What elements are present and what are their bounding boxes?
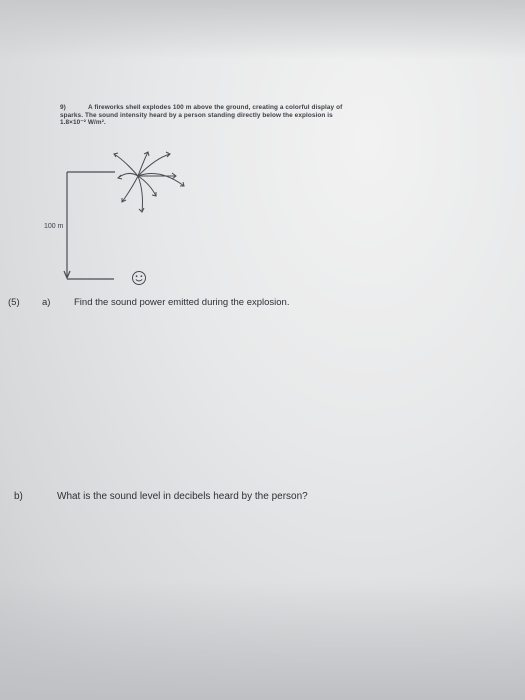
fireworks-diagram: [40, 140, 210, 300]
fireworks-diagram-drawing: [40, 140, 210, 300]
problem-statement: [60, 104, 460, 127]
spark-5: [138, 174, 184, 186]
spark-3: [138, 176, 143, 212]
page-shadow-bottom: [0, 580, 525, 700]
page-shadow-top: [0, 0, 525, 60]
distance-label: 100 m: [44, 223, 64, 230]
question-a-letter: a): [42, 297, 51, 308]
question-b-text: What is the sound level in decibels heard by the person?: [57, 491, 308, 502]
problem-line-2: sparks. The sound intensity heard by a person standing directly below the explosion is: [60, 111, 333, 119]
question-a-points: (5): [8, 297, 20, 308]
question-b-letter: b): [14, 491, 23, 502]
problem-line-1: A fireworks shell explodes 100 m above the ground, creating a colorful display of: [88, 104, 343, 111]
spark-6: [138, 152, 148, 176]
spark-3-head: [139, 208, 144, 212]
problem-number: 9): [60, 104, 66, 111]
spark-8: [114, 154, 138, 176]
spark-2: [122, 176, 138, 202]
firework-sparks: [114, 152, 184, 212]
problem-line-3: 1.8×10⁻² W/m².: [60, 119, 106, 127]
question-a-text: Find the sound power emitted during the explosion.: [74, 297, 290, 308]
person-smiley-icon: [133, 272, 146, 285]
spark-1: [118, 173, 138, 178]
